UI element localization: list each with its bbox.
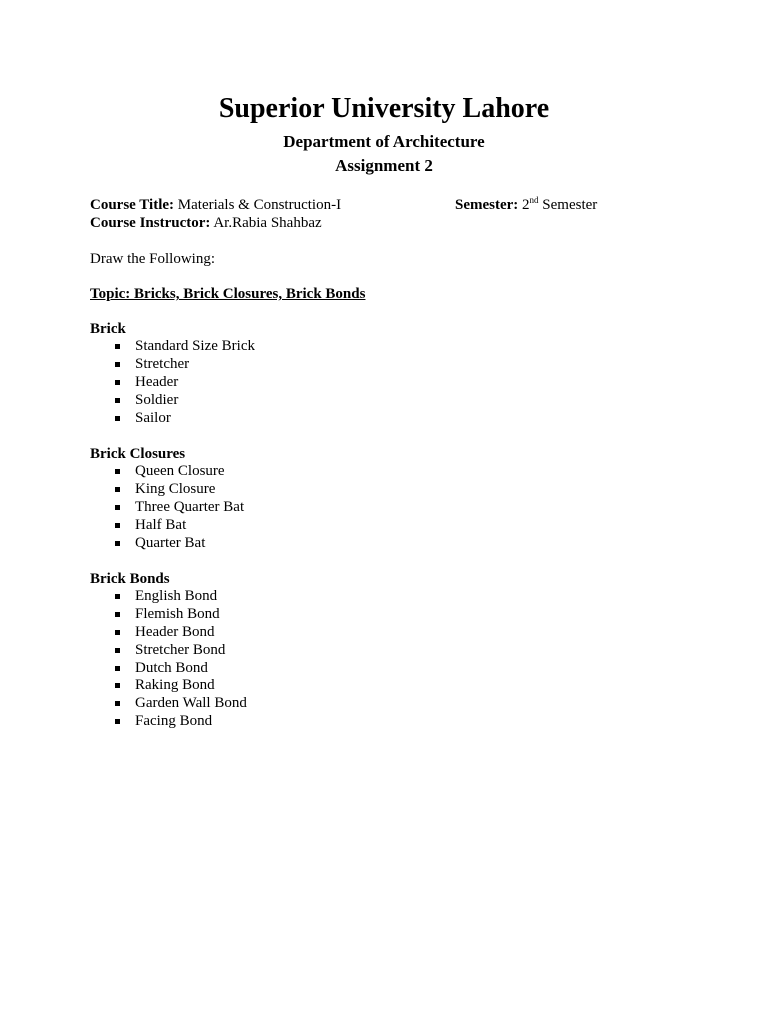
list-item [90,659,247,677]
section-heading-brick-bonds: Brick Bonds [90,571,170,587]
list-item-label: Queen Closure [135,463,225,479]
list-item-label: Flemish Bond [135,605,220,622]
list-brick-bonds [90,587,247,730]
square-bullet-icon [115,666,120,671]
square-bullet-icon [115,362,120,367]
list-item [90,694,247,712]
semester-suffix: nd [529,195,539,205]
list-item-label: Garden Wall Bond [135,695,247,712]
square-bullet-icon [115,630,120,635]
square-bullet-icon [115,487,120,492]
list-item [90,480,244,498]
square-bullet-icon [115,469,120,474]
list-item-label: Header [135,373,179,390]
list-item [90,712,247,730]
assignment-title: Assignment 2 [335,156,433,175]
list-brick-closures [90,462,244,551]
semester-line [455,196,597,214]
course-title-line [90,196,341,214]
semester-word: Semester [538,197,598,213]
list-item-label: Stretcher [135,355,190,372]
list-item [90,623,247,641]
list-item-label: Standard Size Brick [135,338,255,354]
list-item-label: Soldier [135,391,179,408]
list-brick [90,337,255,426]
instruction-text: Draw the Following: [90,251,215,267]
list-item-label: Dutch Bond [135,659,208,676]
course-title-value: Materials & Construction-I [174,197,342,213]
square-bullet-icon [115,380,120,385]
square-bullet-icon [115,612,120,617]
square-bullet-icon [115,344,120,349]
list-item [90,587,247,605]
section-heading-brick: Brick [90,321,126,337]
list-item [90,641,247,659]
list-item-label: Raking Bond [135,677,215,694]
list-item-label: Half Bat [135,516,187,533]
list-item [90,676,247,694]
semester-label: Semester: [455,197,519,213]
list-item [90,498,244,516]
square-bullet-icon [115,683,120,688]
square-bullet-icon [115,541,120,546]
list-item-label: Three Quarter Bat [135,498,245,515]
list-item [90,516,244,534]
university-title: Superior University Lahore [218,93,550,124]
square-bullet-icon [115,523,120,528]
course-title-label: Course Title: [90,197,175,213]
square-bullet-icon [115,416,120,421]
list-item [90,391,255,409]
course-instructor-value: Ar.Rabia Shahbaz [210,215,322,231]
list-item [90,534,244,552]
list-item [90,337,255,355]
topic-heading: Topic: Bricks, Brick Closures, Brick Bonds [90,286,366,302]
list-item-label: Facing Bond [135,713,213,730]
square-bullet-icon [115,701,120,706]
semester-number: 2 [518,197,530,213]
square-bullet-icon [115,398,120,403]
course-instructor-label: Course Instructor: [90,215,211,231]
list-item [90,605,247,623]
list-item [90,462,244,480]
course-instructor-line [90,214,322,232]
section-heading-brick-closures: Brick Closures [90,446,186,462]
square-bullet-icon [115,594,120,599]
list-item-label: Quarter Bat [135,534,206,551]
list-item-label: Sailor [135,409,171,426]
list-item [90,373,255,391]
list-item-label: Stretcher Bond [135,641,226,658]
square-bullet-icon [115,505,120,510]
square-bullet-icon [115,648,120,653]
list-item-label: King Closure [135,480,216,497]
square-bullet-icon [115,719,120,724]
list-item [90,409,255,427]
list-item-label: English Bond [135,588,218,604]
department-title: Department of Architecture [283,132,485,151]
list-item [90,355,255,373]
list-item-label: Header Bond [135,623,215,640]
